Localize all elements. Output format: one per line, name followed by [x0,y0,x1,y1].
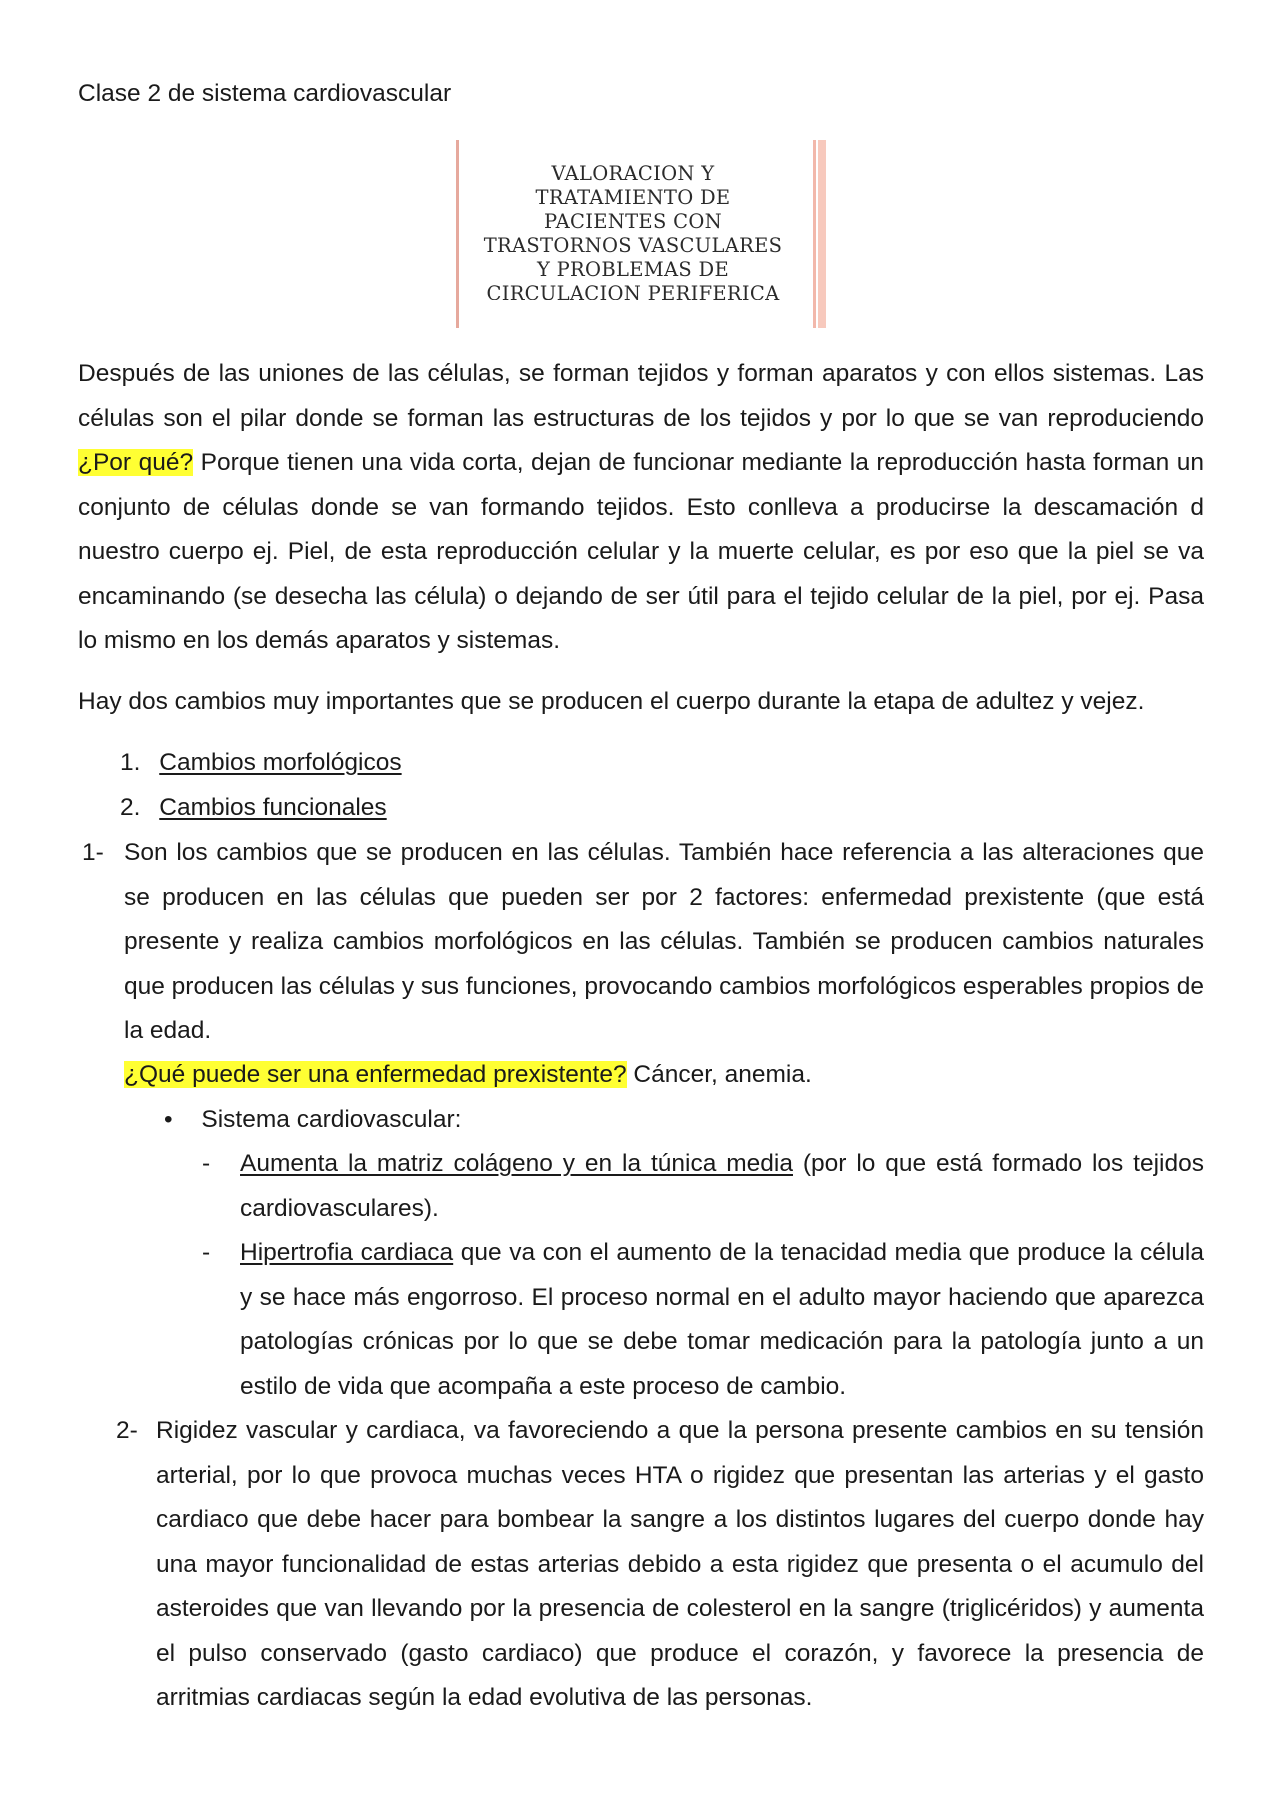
list-item-label: Cambios funcionales [159,794,387,821]
dash-marker: - [202,1239,211,1266]
question-answer: Cáncer, anemia. [626,1061,812,1088]
intro-highlight-question: ¿Por qué? [78,449,194,476]
list-marker: 2. [120,794,141,821]
bullet-label: Sistema cardiovascular: [201,1106,462,1133]
title-box-right-rule [813,140,816,328]
title-line: TRASTORNOS VASCULARES [483,234,783,257]
list-item [120,741,402,786]
bullet-item [164,1098,461,1143]
title-line: TRATAMIENTO DE [535,186,731,209]
item1-text: Son los cambios que se producen en las células. También hace referencia a las alteraciones que se producen en las células que pueden ser por 2 factores: enfermedad prexistente (que está presente y realiza cambios morfológicos en las células. También se producen cambios naturales que producen las células y sus funciones, provocando cambios morfológicos esperables propios de la edad. [124,839,1204,1044]
dash-item-text [240,1142,1204,1231]
title-box-text [456,162,810,300]
title-image-box [456,140,826,328]
list-marker: 1. [120,749,141,776]
bullet-icon: • [164,1106,173,1133]
dash-item-text [240,1231,1204,1409]
list-item [120,786,387,831]
item2-text: Rigidez vascular y cardiaca, va favoreciendo a que la persona presente cambios en su tensión arterial, por lo que provoca muchas veces HTA o rigidez que presentan las arterias y el gasto cardiaco que debe hacer para bombear la sangre a los distintos lugares del cuerpo donde hay una mayor funcionalidad de estas arterias debido a esta rigidez que presenta o el acumulo del asteroides que van llevando por la presencia de colesterol en la sangre (triglicéridos) y aumenta el pulso conservado (gasto cardiaco) que produce el corazón, y favorece la presencia de arritmias cardiacas según la edad evolutiva de las personas. [156,1417,1204,1711]
document-title: Clase 2 de sistema cardiovascular [78,80,452,107]
dash-item-rest: que va con el aumento de la tenacidad media que produce la célula y se hace más engorroso. El proceso normal en el adulto mayor haciendo que aparezca patologías crónicas por lo que se debe tomar medicación para la patología junto a un estilo de vida que acompaña a este proceso de cambio. [240,1239,1204,1400]
intro-text-part1: Después de las uniones de las células, se forman tejidos y forman aparatos y con ellos sistemas. Las células son el pilar donde se forman las estructuras de los tejidos y por lo que se van reproduciendo [78,360,1204,432]
changes-intro-paragraph: Hay dos cambios muy importantes que se producen el cuerpo durante la etapa de adultez y vejez. [78,688,1145,715]
question-line [124,1053,812,1098]
dash-marker: - [202,1150,211,1177]
title-line: PACIENTES CON [543,210,722,233]
intro-text-part2: Porque tienen una vida corta, dejan de funcionar mediante la reproducción hasta forman un conjunto de células donde se van formando tejidos. Esto conlleva a producirse la descamación d nuestro cuerpo ej. Piel, de esta reproducción celular y la muerte celular, es por eso que la piel se va encaminando (se desecha las célula) o dejando de ser útil para el tejido celular de la piel, por ej. Pasa lo mismo en los demás aparatos y sistemas. [78,449,1204,654]
dash-item-underlined: Hipertrofia cardiaca [240,1239,454,1266]
title-line: VALORACION Y [551,162,715,185]
title-line: Y PROBLEMAS DE [536,258,730,281]
title-box-right-band [818,140,826,328]
question-highlight: ¿Qué puede ser una enfermedad prexistente? [124,1061,627,1088]
title-line-cropped: CIRCULACION PERIFERICA [486,282,780,300]
item2-marker: 2- [116,1417,138,1444]
dash-item-rest: (por lo que está formado los tejidos cardiovasculares). [240,1150,1204,1222]
item1-marker: 1- [82,839,104,866]
list-item-label: Cambios morfológicos [159,749,402,776]
intro-paragraph [78,352,1204,664]
dash-item-underlined: Aumenta la matriz colágeno y en la túnica media [240,1150,793,1177]
